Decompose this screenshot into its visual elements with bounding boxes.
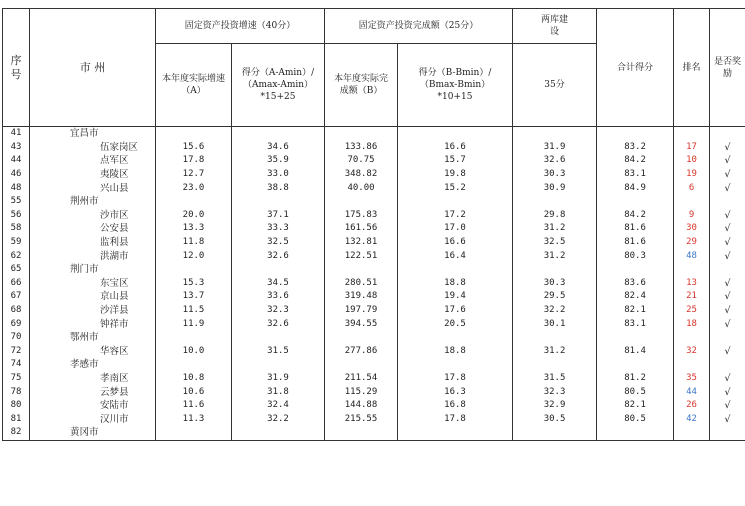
row-growth-actual: 17.8 <box>156 154 232 168</box>
row-name <box>30 399 156 413</box>
county-name: 东宝区 <box>100 277 129 289</box>
row-amount-actual: 394.55 <box>325 317 398 331</box>
row-seq: 75 <box>3 372 30 386</box>
county-name: 沙洋县 <box>100 305 129 317</box>
row-total-score: 83.1 <box>597 317 674 331</box>
row-amount-actual: 319.48 <box>325 290 398 304</box>
row-total-score: 82.1 <box>597 304 674 318</box>
row-amount-actual: 40.00 <box>325 181 398 195</box>
row-total-score: 81.2 <box>597 372 674 386</box>
row-amount-actual: 70.75 <box>325 154 398 168</box>
city-name: 宜昌市 <box>70 128 99 140</box>
row-growth-actual: 13.7 <box>156 290 232 304</box>
row-seq: 46 <box>3 168 30 182</box>
row-name <box>30 127 156 141</box>
row-growth-score <box>232 127 325 141</box>
row-amount-actual <box>325 263 398 277</box>
row-two-banks-score: 30.9 <box>513 181 597 195</box>
row-name <box>30 168 156 182</box>
row-name <box>30 141 156 155</box>
row-growth-score: 33.0 <box>232 168 325 182</box>
row-reward: √ <box>710 372 745 386</box>
header-a-score: 得分（A-Amin）/（Amax-Amin）*15+25 <box>232 44 325 127</box>
row-amount-score <box>398 195 513 209</box>
row-amount-actual <box>325 426 398 440</box>
row-name <box>30 290 156 304</box>
row-two-banks-score: 32.5 <box>513 236 597 250</box>
row-seq: 69 <box>3 317 30 331</box>
row-two-banks-score: 32.9 <box>513 399 597 413</box>
row-amount-score: 20.5 <box>398 317 513 331</box>
row-reward: √ <box>710 399 745 413</box>
row-growth-score: 34.5 <box>232 277 325 291</box>
row-rank: 29 <box>674 236 710 250</box>
row-two-banks-score <box>513 195 597 209</box>
row-amount-actual: 211.54 <box>325 372 398 386</box>
row-amount-score: 17.8 <box>398 372 513 386</box>
header-total: 合计得分 <box>597 9 674 127</box>
row-amount-score: 15.2 <box>398 181 513 195</box>
county-name: 京山县 <box>100 291 129 303</box>
row-two-banks-score <box>513 426 597 440</box>
row-rank: 18 <box>674 317 710 331</box>
row-rank: 6 <box>674 181 710 195</box>
row-amount-actual: 277.86 <box>325 345 398 359</box>
row-seq: 70 <box>3 331 30 345</box>
table-row <box>3 249 745 263</box>
row-name <box>30 277 156 291</box>
row-amount-score <box>398 426 513 440</box>
row-amount-score: 16.8 <box>398 399 513 413</box>
row-total-score: 83.6 <box>597 277 674 291</box>
row-amount-actual <box>325 127 398 141</box>
row-rank: 42 <box>674 412 710 426</box>
row-seq: 48 <box>3 181 30 195</box>
row-amount-actual: 348.82 <box>325 168 398 182</box>
row-growth-score <box>232 358 325 372</box>
row-rank <box>674 331 710 345</box>
row-growth-actual: 20.0 <box>156 209 232 223</box>
row-growth-actual: 11.9 <box>156 317 232 331</box>
row-growth-score: 32.5 <box>232 236 325 250</box>
row-growth-actual: 23.0 <box>156 181 232 195</box>
header-b-score: 得分（B-Bmin）/（Bmax-Bmin）*10+15 <box>398 44 513 127</box>
table-row <box>3 181 745 195</box>
row-amount-score: 18.8 <box>398 277 513 291</box>
row-two-banks-score: 32.2 <box>513 304 597 318</box>
row-rank: 19 <box>674 168 710 182</box>
row-growth-actual: 13.3 <box>156 222 232 236</box>
county-name: 孝南区 <box>100 372 129 384</box>
city-name: 荆门市 <box>70 264 99 276</box>
county-name: 安陆市 <box>100 400 129 412</box>
row-two-banks-score: 31.2 <box>513 249 597 263</box>
row-seq: 65 <box>3 263 30 277</box>
row-amount-actual: 122.51 <box>325 249 398 263</box>
row-seq: 66 <box>3 277 30 291</box>
row-seq: 62 <box>3 249 30 263</box>
row-growth-score <box>232 195 325 209</box>
row-rank <box>674 263 710 277</box>
row-total-score: 83.2 <box>597 141 674 155</box>
row-rank: 21 <box>674 290 710 304</box>
row-seq: 78 <box>3 385 30 399</box>
row-total-score: 81.6 <box>597 236 674 250</box>
row-rank: 9 <box>674 209 710 223</box>
header-c-score: 35分 <box>513 44 597 127</box>
row-growth-actual: 11.5 <box>156 304 232 318</box>
row-total-score <box>597 263 674 277</box>
row-name <box>30 249 156 263</box>
row-growth-score: 33.3 <box>232 222 325 236</box>
row-growth-score <box>232 263 325 277</box>
row-amount-score: 19.8 <box>398 168 513 182</box>
row-name <box>30 331 156 345</box>
row-growth-score: 31.5 <box>232 345 325 359</box>
row-total-score <box>597 195 674 209</box>
row-amount-actual: 144.88 <box>325 399 398 413</box>
row-two-banks-score: 29.5 <box>513 290 597 304</box>
row-growth-actual <box>156 263 232 277</box>
county-name: 汉川市 <box>100 413 129 425</box>
county-name: 监利县 <box>100 237 129 249</box>
row-total-score: 84.2 <box>597 209 674 223</box>
row-two-banks-score <box>513 127 597 141</box>
row-reward: √ <box>710 277 745 291</box>
row-rank: 17 <box>674 141 710 155</box>
row-amount-actual: 280.51 <box>325 277 398 291</box>
row-growth-score: 38.8 <box>232 181 325 195</box>
row-name <box>30 385 156 399</box>
row-name <box>30 181 156 195</box>
row-total-score: 80.5 <box>597 385 674 399</box>
row-amount-score <box>398 127 513 141</box>
table-row <box>3 385 745 399</box>
city-name: 荆州市 <box>70 196 99 208</box>
ranking-table <box>2 8 745 441</box>
row-amount-actual: 161.56 <box>325 222 398 236</box>
row-name <box>30 222 156 236</box>
county-name: 夷陵区 <box>100 169 129 181</box>
row-total-score <box>597 358 674 372</box>
row-rank: 26 <box>674 399 710 413</box>
row-growth-score <box>232 426 325 440</box>
row-seq: 81 <box>3 412 30 426</box>
row-total-score: 82.4 <box>597 290 674 304</box>
row-growth-score: 37.1 <box>232 209 325 223</box>
row-amount-score: 19.4 <box>398 290 513 304</box>
row-growth-score <box>232 331 325 345</box>
row-reward: √ <box>710 181 745 195</box>
table-row <box>3 236 745 250</box>
header-b-actual: 本年度实际完成额（B） <box>325 44 398 127</box>
county-name: 兴山县 <box>100 182 129 194</box>
row-growth-actual: 10.0 <box>156 345 232 359</box>
row-rank: 30 <box>674 222 710 236</box>
row-seq: 59 <box>3 236 30 250</box>
row-growth-actual: 11.6 <box>156 399 232 413</box>
row-growth-actual: 10.6 <box>156 385 232 399</box>
city-group-row <box>3 127 745 141</box>
row-name <box>30 317 156 331</box>
row-reward <box>710 263 745 277</box>
row-name <box>30 304 156 318</box>
city-name: 黄冈市 <box>70 427 99 439</box>
row-reward: √ <box>710 249 745 263</box>
row-amount-score: 17.2 <box>398 209 513 223</box>
row-reward <box>710 358 745 372</box>
table-row <box>3 412 745 426</box>
row-total-score <box>597 426 674 440</box>
row-amount-actual: 197.79 <box>325 304 398 318</box>
row-seq: 44 <box>3 154 30 168</box>
row-growth-actual <box>156 426 232 440</box>
row-total-score: 84.9 <box>597 181 674 195</box>
row-growth-actual: 15.3 <box>156 277 232 291</box>
row-two-banks-score: 31.2 <box>513 345 597 359</box>
row-seq: 68 <box>3 304 30 318</box>
row-two-banks-score: 29.8 <box>513 209 597 223</box>
row-name <box>30 154 156 168</box>
row-seq: 41 <box>3 127 30 141</box>
table-row <box>3 209 745 223</box>
row-reward: √ <box>710 236 745 250</box>
row-amount-actual: 133.86 <box>325 141 398 155</box>
row-growth-actual: 15.6 <box>156 141 232 155</box>
row-growth-score: 32.6 <box>232 317 325 331</box>
row-amount-score: 16.6 <box>398 236 513 250</box>
header-city: 市 州 <box>30 9 156 127</box>
row-total-score: 80.3 <box>597 249 674 263</box>
row-growth-actual: 11.8 <box>156 236 232 250</box>
row-amount-score: 15.7 <box>398 154 513 168</box>
table-row <box>3 154 745 168</box>
row-two-banks-score: 32.3 <box>513 385 597 399</box>
row-total-score <box>597 331 674 345</box>
row-rank: 32 <box>674 345 710 359</box>
row-growth-actual: 12.0 <box>156 249 232 263</box>
row-seq: 80 <box>3 399 30 413</box>
row-name <box>30 426 156 440</box>
row-growth-actual <box>156 127 232 141</box>
row-amount-score <box>398 358 513 372</box>
row-name <box>30 195 156 209</box>
county-name: 沙市区 <box>100 209 129 221</box>
row-two-banks-score: 30.3 <box>513 168 597 182</box>
row-growth-score: 31.9 <box>232 372 325 386</box>
row-growth-score: 32.6 <box>232 249 325 263</box>
row-rank: 35 <box>674 372 710 386</box>
row-amount-score <box>398 331 513 345</box>
row-name <box>30 412 156 426</box>
row-seq: 43 <box>3 141 30 155</box>
row-two-banks-score <box>513 358 597 372</box>
row-growth-actual: 12.7 <box>156 168 232 182</box>
row-reward <box>710 195 745 209</box>
row-seq: 72 <box>3 345 30 359</box>
row-reward: √ <box>710 168 745 182</box>
row-reward: √ <box>710 385 745 399</box>
row-reward <box>710 426 745 440</box>
row-growth-actual <box>156 331 232 345</box>
county-name: 洪湖市 <box>100 250 129 262</box>
row-growth-score: 35.9 <box>232 154 325 168</box>
table-row <box>3 399 745 413</box>
table-row <box>3 345 745 359</box>
row-reward: √ <box>710 412 745 426</box>
header-group-investment-amount: 固定资产投资完成额（25分） <box>325 9 513 44</box>
header-group-investment-growth: 固定资产投资增速（40分） <box>156 9 325 44</box>
row-name <box>30 263 156 277</box>
row-reward: √ <box>710 141 745 155</box>
row-total-score <box>597 127 674 141</box>
row-amount-score: 17.8 <box>398 412 513 426</box>
city-group-row <box>3 195 745 209</box>
row-total-score: 83.1 <box>597 168 674 182</box>
row-reward: √ <box>710 317 745 331</box>
county-name: 公安县 <box>100 223 129 235</box>
row-rank <box>674 127 710 141</box>
row-total-score: 81.6 <box>597 222 674 236</box>
row-two-banks-score: 32.6 <box>513 154 597 168</box>
row-growth-score: 33.6 <box>232 290 325 304</box>
row-total-score: 81.4 <box>597 345 674 359</box>
table-row <box>3 372 745 386</box>
row-amount-score: 16.6 <box>398 141 513 155</box>
row-growth-actual: 10.8 <box>156 372 232 386</box>
row-rank: 25 <box>674 304 710 318</box>
city-name: 孝感市 <box>70 359 99 371</box>
row-growth-score: 32.3 <box>232 304 325 318</box>
row-two-banks-score <box>513 331 597 345</box>
row-amount-score: 18.8 <box>398 345 513 359</box>
table-row <box>3 222 745 236</box>
row-amount-actual <box>325 358 398 372</box>
county-name: 点军区 <box>100 155 129 167</box>
row-rank <box>674 195 710 209</box>
row-seq: 82 <box>3 426 30 440</box>
row-rank <box>674 358 710 372</box>
row-reward: √ <box>710 154 745 168</box>
row-two-banks-score: 30.5 <box>513 412 597 426</box>
row-two-banks-score: 30.3 <box>513 277 597 291</box>
row-seq: 55 <box>3 195 30 209</box>
row-growth-actual <box>156 358 232 372</box>
city-group-row <box>3 426 745 440</box>
row-amount-score: 16.3 <box>398 385 513 399</box>
county-name: 华容区 <box>100 345 129 357</box>
city-group-row <box>3 331 745 345</box>
row-total-score: 84.2 <box>597 154 674 168</box>
row-seq: 56 <box>3 209 30 223</box>
row-growth-actual <box>156 195 232 209</box>
row-amount-actual <box>325 195 398 209</box>
row-rank: 44 <box>674 385 710 399</box>
county-name: 伍家岗区 <box>100 141 139 153</box>
row-name <box>30 372 156 386</box>
row-amount-actual: 215.55 <box>325 412 398 426</box>
row-two-banks-score: 31.2 <box>513 222 597 236</box>
row-name <box>30 345 156 359</box>
row-two-banks-score: 31.5 <box>513 372 597 386</box>
row-rank <box>674 426 710 440</box>
row-reward: √ <box>710 209 745 223</box>
row-growth-score: 32.2 <box>232 412 325 426</box>
row-two-banks-score: 30.1 <box>513 317 597 331</box>
row-reward: √ <box>710 304 745 318</box>
row-reward: √ <box>710 345 745 359</box>
row-name <box>30 209 156 223</box>
table-row <box>3 168 745 182</box>
row-reward: √ <box>710 222 745 236</box>
city-group-row <box>3 263 745 277</box>
row-rank: 10 <box>674 154 710 168</box>
row-amount-actual <box>325 331 398 345</box>
row-reward: √ <box>710 290 745 304</box>
row-growth-score: 32.4 <box>232 399 325 413</box>
row-amount-actual: 115.29 <box>325 385 398 399</box>
header-reward: 是否奖励 <box>710 9 745 127</box>
row-amount-actual: 132.81 <box>325 236 398 250</box>
row-rank: 48 <box>674 249 710 263</box>
row-name <box>30 358 156 372</box>
table-row <box>3 304 745 318</box>
table-row <box>3 141 745 155</box>
county-name: 钟祥市 <box>100 318 129 330</box>
table-row <box>3 317 745 331</box>
city-name: 鄂州市 <box>70 332 99 344</box>
header-a-actual: 本年度实际增速（A） <box>156 44 232 127</box>
row-two-banks-score: 31.9 <box>513 141 597 155</box>
row-reward <box>710 127 745 141</box>
row-name <box>30 236 156 250</box>
row-reward <box>710 331 745 345</box>
row-two-banks-score <box>513 263 597 277</box>
row-amount-score <box>398 263 513 277</box>
city-group-row <box>3 358 745 372</box>
table-row <box>3 290 745 304</box>
row-growth-score: 31.8 <box>232 385 325 399</box>
row-seq: 74 <box>3 358 30 372</box>
row-total-score: 80.5 <box>597 412 674 426</box>
row-growth-actual: 11.3 <box>156 412 232 426</box>
county-name: 云梦县 <box>100 386 129 398</box>
header-group-two-banks: 两库建设 <box>513 9 597 44</box>
row-rank: 13 <box>674 277 710 291</box>
row-amount-actual: 175.83 <box>325 209 398 223</box>
row-amount-score: 16.4 <box>398 249 513 263</box>
row-amount-score: 17.0 <box>398 222 513 236</box>
header-rank: 排名 <box>674 9 710 127</box>
table-body <box>3 127 745 441</box>
row-seq: 58 <box>3 222 30 236</box>
row-total-score: 82.1 <box>597 399 674 413</box>
row-growth-score: 34.6 <box>232 141 325 155</box>
table-row <box>3 277 745 291</box>
row-amount-score: 17.6 <box>398 304 513 318</box>
header-seq: 序号 <box>3 9 30 127</box>
row-seq: 67 <box>3 290 30 304</box>
